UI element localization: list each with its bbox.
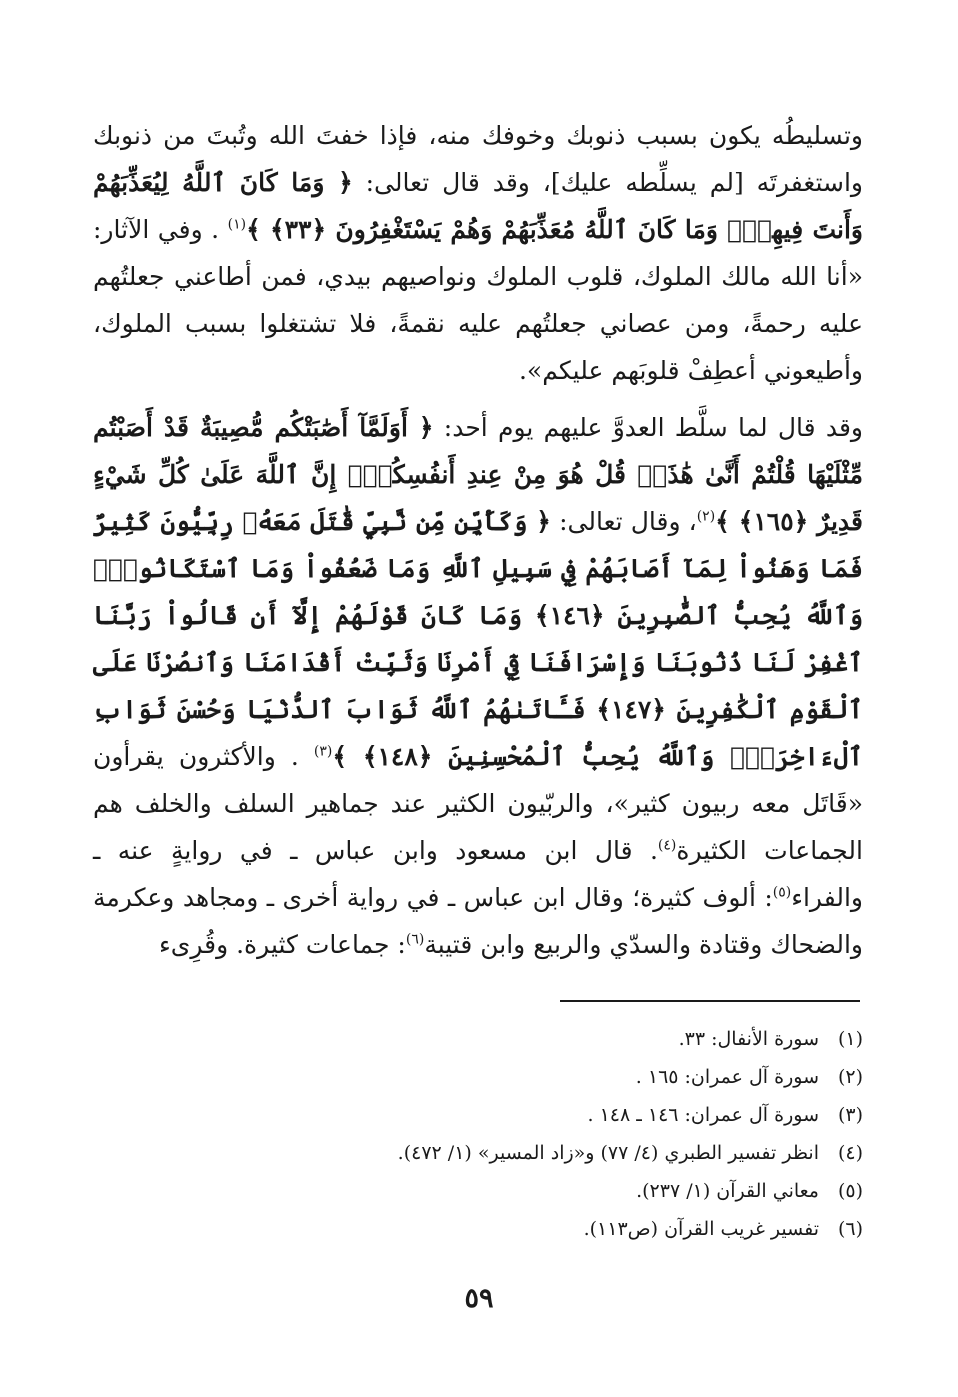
footnote-number: (٥): [837, 1180, 863, 1202]
text-segment: : جماعات كثيرة. وقُرِىء: [159, 930, 406, 959]
page-number: ٥٩: [464, 1283, 494, 1314]
footnote-item: [93, 1020, 863, 1058]
footnote-text: معاني القرآن (١/ ٢٣٧).: [636, 1180, 819, 1202]
footnote-number: (٦): [837, 1218, 863, 1240]
paragraph-2: [93, 404, 863, 968]
footnote-number: (٣): [837, 1104, 863, 1126]
footnote-ref: (٥): [772, 884, 792, 901]
footnote-item: [93, 1096, 863, 1134]
footnote-ref: (١): [227, 216, 247, 233]
footnote-ref: (٢): [696, 508, 716, 525]
footnote-text: تفسير غريب القرآن (ص١١٣).: [583, 1218, 819, 1240]
footnote-text: سورة آل عمران: ١٤٦ ـ ١٤٨ .: [587, 1104, 819, 1126]
footnote-item: [93, 1134, 863, 1172]
text-segment: . قال ابن مسعود وابن عباس ـ في روايةٍ عنه ـ والفراء: [93, 836, 863, 912]
footnote-ref: (٤): [657, 837, 677, 854]
footnote-item: [93, 1058, 863, 1096]
text-segment: . وفي الآثار: «أنا الله مالك الملوك، قلوب الملوك ونواصيهم بيدي، فمن أطاعني جعلتُهم عليه رحمةً، ومن عصاني جعلتُهم عليه نقمةً، فلا تشتغلوا بسبب الملوك، وأطيعوني أعطِفْ قلوبَهم عليكم».: [93, 215, 863, 385]
quran-verse: ﴿ وَكَأَيِّن مِّن نَّبِيٍّ قَٰتَلَ مَعَهُۥ رِبِّيُّونَ كَثِيرٌ فَمَا وَهَنُواْ لِمَآ أَصَابَهُمْ فِي سَبِيلِ ٱللَّهِ وَمَا ضَعُفُواْ وَمَا ٱسْتَكَانُواْۗ وَٱللَّهُ يُحِبُّ ٱلصَّٰبِرِينَ ﴿١٤٦﴾ وَمَا كَانَ قَوْلَهُمْ إِلَّآ أَن قَالُواْ رَبَّنَا ٱغْفِرْ لَنَا ذُنُوبَنَا وَإِسْرَافَنَا فِيٓ أَمْرِنَا وَثَبِّتْ أَقْدَامَنَا وَٱنصُرْنَا عَلَى ٱلْقَوْمِ ٱلْكَٰفِرِينَ ﴿١٤٧﴾ فَـَٔاتَىٰهُمُ ٱللَّهُ ثَوَابَ ٱلدُّنْيَا وَحُسْنَ ثَوَابِ ٱلْءَاخِرَةِۗ وَٱللَّهُ يُحِبُّ ٱلْمُحْسِنِينَ ﴿١٤٨﴾ ﴾: [93, 507, 864, 771]
footnotes-list: [93, 1020, 863, 1248]
footnote-text: سورة الأنفال: ٣٣.: [678, 1028, 819, 1050]
main-text: [93, 112, 863, 968]
text-segment: وتسليطُه يكون بسبب ذنوبك وخوفك منه، فإذا خفتَ الله وتُبتَ من ذنوبك واستغفرتَه [لم يسلِّطه عليك]، وقد قال تعالى:: [93, 121, 863, 197]
footnote-text: انظر تفسير الطبري (٤/ ٧٧) و«زاد المسير» (١/ ٤٧٢).: [397, 1142, 819, 1164]
footnote-ref: (٣): [313, 743, 333, 760]
footnote-number: (١): [837, 1028, 863, 1050]
text-segment: . والأكثرون يقرأون «قَاتَل معه ربيون كثير»، والربّيون الكثير عند جماهير السلف والخلف هم الجماعات الكثيرة: [93, 742, 863, 865]
text-segment: : ألوف كثيرة؛ وقال ابن عباس ـ في رواية أخرى ـ ومجاهد وعكرمة والضحاك وقتادة والسدّي والربيع وابن قتيبة: [93, 883, 863, 959]
footnote-text: سورة آل عمران: ١٦٥ .: [635, 1066, 819, 1088]
footnote-separator: [560, 1000, 860, 1002]
footnote-item: [93, 1210, 863, 1248]
paragraph-1: [93, 112, 863, 394]
text-segment: ، وقال تعالى:: [550, 507, 697, 536]
footnote-number: (٤): [837, 1142, 863, 1164]
footnote-item: [93, 1172, 863, 1210]
text-segment: وقد قال لما سلَّط العدوَّ عليهم يوم أحد:: [433, 413, 863, 442]
quran-verse: ﴿ وَمَا كَانَ ٱللَّهُ لِيُعَذِّبَهُمْ وَأَنتَ فِيهِمْۚ وَمَا كَانَ ٱللَّهُ مُعَذِّبَهُمْ وَهُمْ يَسْتَغْفِرُونَ ﴿٣٣﴾ ﴾: [93, 168, 863, 244]
quran-verse: ﴿ أَوَلَمَّآ أَصَٰبَتْكُم مُّصِيبَةٌ قَدْ أَصَبْتُم مِّثْلَيْهَا قُلْتُمْ أَنَّىٰ هَٰذَاۖ قُلْ هُوَ مِنْ عِندِ أَنفُسِكُمْۗ إِنَّ ٱللَّهَ عَلَىٰ كُلِّ شَيْءٍ قَدِيرٌ ﴿١٦٥﴾ ﴾: [93, 413, 863, 536]
footnote-ref: (٦): [405, 931, 425, 948]
footnote-number: (٢): [837, 1066, 863, 1088]
